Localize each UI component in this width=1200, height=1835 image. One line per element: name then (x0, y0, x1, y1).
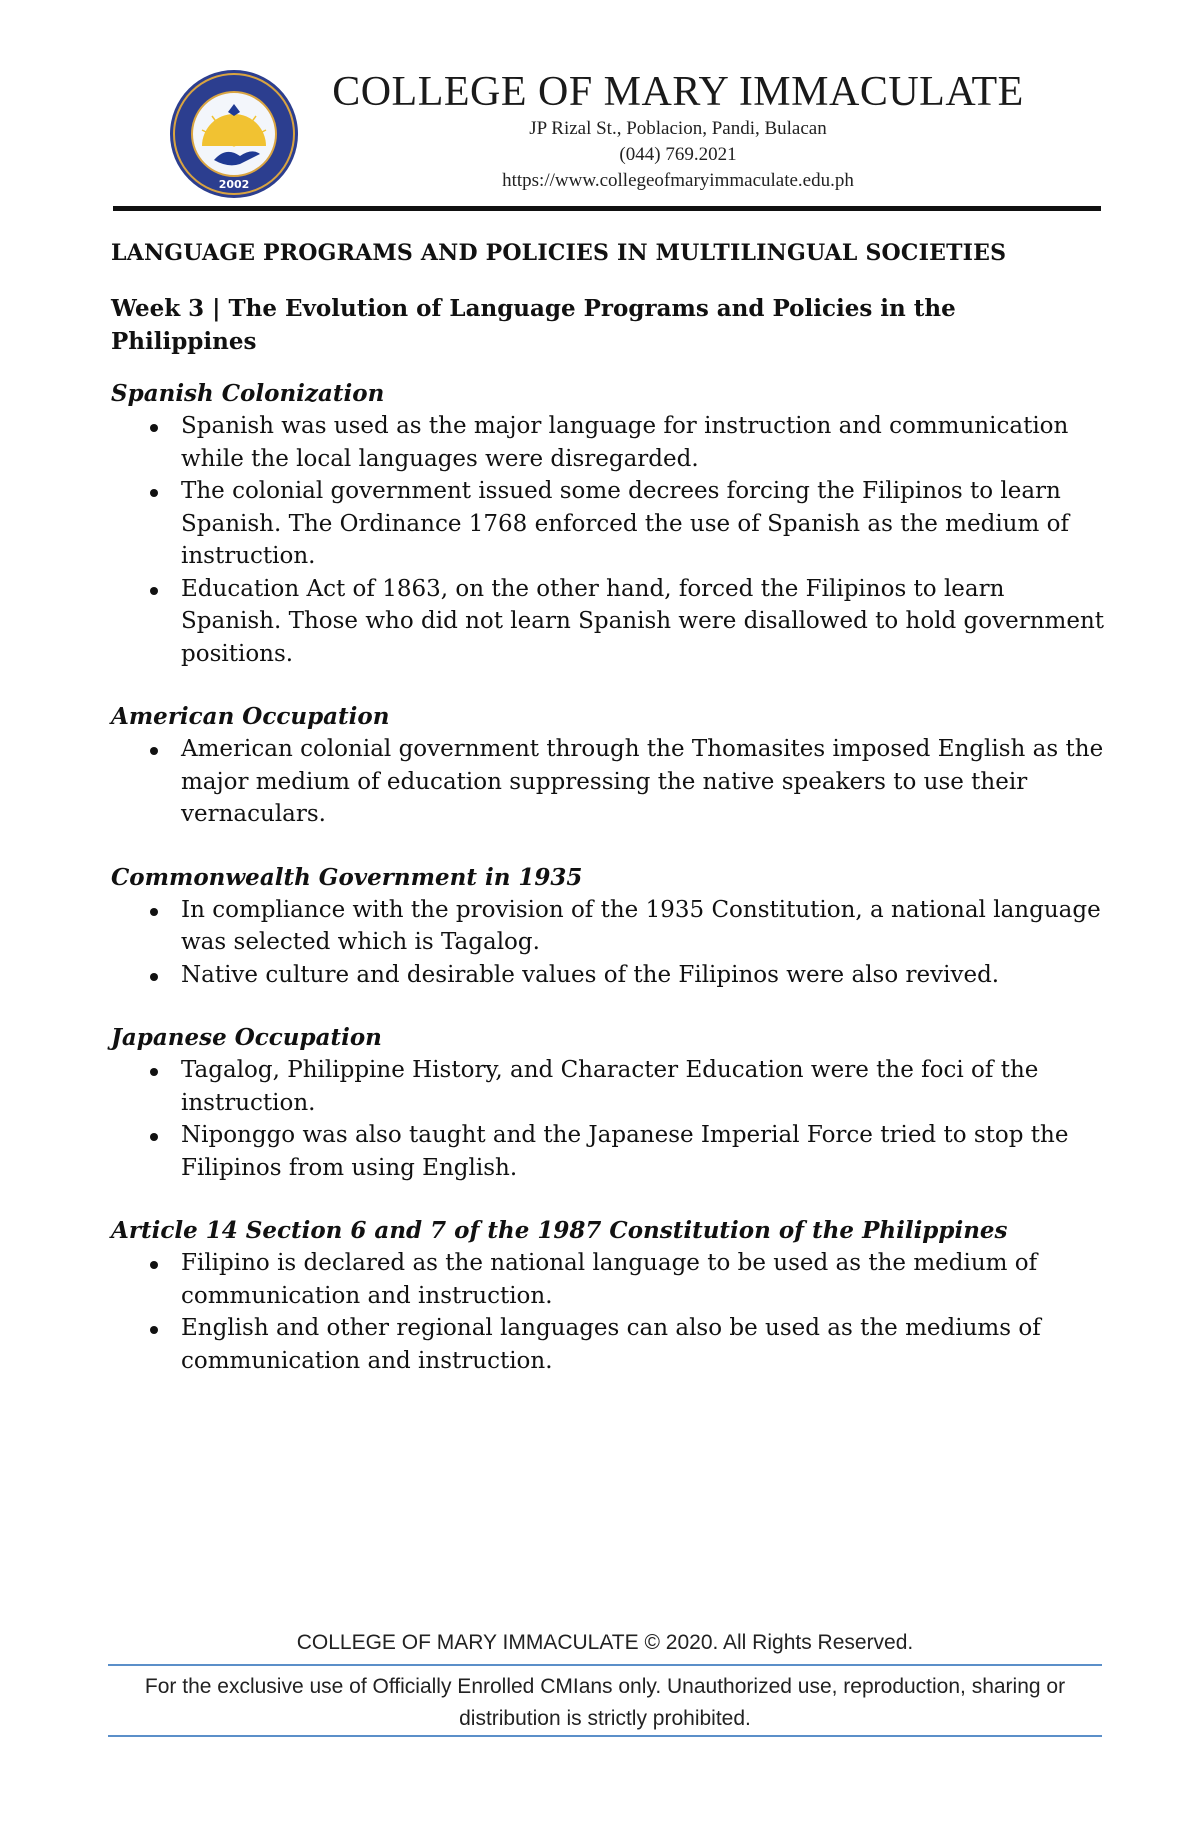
list-item (111, 959, 1106, 992)
bullet-icon (150, 587, 158, 595)
list-item (111, 1247, 1106, 1312)
section-spanish-colonization (111, 377, 1106, 670)
list-item-text: Education Act of 1863, on the other hand, forced the Filipinos to learn Spanish. Those who did not learn Spanish were disallowed to hold government positions. (181, 575, 1105, 667)
college-website: https://www.collegeofmaryimmaculate.edu.ph (502, 170, 854, 191)
section-heading: Spanish Colonization (111, 380, 385, 407)
list-item-text: The colonial government issued some decrees forcing the Filipinos to learn Spanish. The Ordinance 1768 enforced the use of Spanish as the medium of instruction. (181, 478, 1069, 569)
bullet-icon (150, 908, 158, 916)
list-item-text: English and other regional languages can also be used as the mediums of communication and instruction. (181, 1315, 1041, 1374)
section-1987-constitution (111, 1214, 1106, 1377)
list-item-text: Spanish was used as the major language for instruction and communication while the local languages were disregarded. (181, 413, 1069, 472)
bullet-list (111, 1247, 1106, 1377)
section-heading: American Occupation (111, 703, 390, 730)
college-name: COLLEGE OF MARY IMMACULATE (332, 69, 1024, 115)
bullet-list (111, 1054, 1106, 1184)
bullet-list (111, 410, 1106, 670)
bullet-icon (150, 973, 158, 981)
list-item (111, 733, 1106, 831)
week-heading: Week 3 | The Evolution of Language Programs and Policies in the Philippines (111, 295, 956, 355)
college-address: JP Rizal St., Poblacion, Pandi, Bulacan (529, 118, 827, 139)
list-item-text: Native culture and desirable values of the Filipinos were also revived. (181, 961, 1000, 988)
footer-divider-bottom (108, 1735, 1102, 1737)
document-body (111, 240, 1106, 1407)
logo-year: 2002 (218, 178, 250, 191)
section-heading: Commonwealth Government in 1935 (111, 863, 583, 891)
list-item (111, 1119, 1106, 1184)
list-item (111, 573, 1106, 671)
section-japanese-occupation (111, 1021, 1106, 1184)
bullet-list (111, 894, 1106, 992)
footer-divider-top (108, 1664, 1102, 1666)
list-item-text: Niponggo was also taught and the Japanese Imperial Force tried to stop the Filipinos from using English. (181, 1122, 1069, 1181)
bullet-icon (150, 1068, 158, 1076)
list-item-text: Filipino is declared as the national language to be used as the medium of communication and instruction. (181, 1250, 1038, 1309)
bullet-icon (150, 424, 158, 432)
list-item-text: In compliance with the provision of the 1935 Constitution, a national language was selected which is Tagalog. (181, 896, 1101, 955)
bullet-list (111, 733, 1106, 831)
letterhead (110, 60, 1100, 210)
bullet-icon (150, 1261, 158, 1269)
section-commonwealth-government (111, 861, 1106, 992)
section-heading: Japanese Occupation (111, 1024, 382, 1051)
section-heading: Article 14 Section 6 and 7 of the 1987 Constitution of the Philippines (111, 1217, 1008, 1244)
document-title: LANGUAGE PROGRAMS AND POLICIES IN MULTILINGUAL SOCIETIES (111, 240, 1007, 266)
bullet-icon (150, 1326, 158, 1334)
section-american-occupation (111, 700, 1106, 831)
list-item (111, 410, 1106, 475)
footer-copyright: COLLEGE OF MARY IMMACULATE © 2020. All Rights Reserved. (296, 1631, 914, 1654)
bullet-icon (150, 489, 158, 497)
college-phone: (044) 769.2021 (619, 144, 737, 165)
list-item (111, 1312, 1106, 1377)
college-seal-logo (168, 68, 300, 200)
footer-notice: For the exclusive use of Officially Enrolled CMIans only. Unauthorized use, reproduction, sharing or distribution is strictly prohibited. (144, 1675, 1066, 1730)
list-item (111, 475, 1106, 573)
header-divider (113, 206, 1101, 211)
bullet-icon (150, 1133, 158, 1141)
bullet-icon (150, 747, 158, 755)
list-item-text: American colonial government through the Thomasites imposed English as the major medium of education suppressing the native speakers to use their vernaculars. (181, 736, 1104, 827)
list-item (111, 894, 1106, 959)
list-item (111, 1054, 1106, 1119)
list-item-text: Tagalog, Philippine History, and Character Education were the foci of the instruction. (181, 1057, 1039, 1116)
